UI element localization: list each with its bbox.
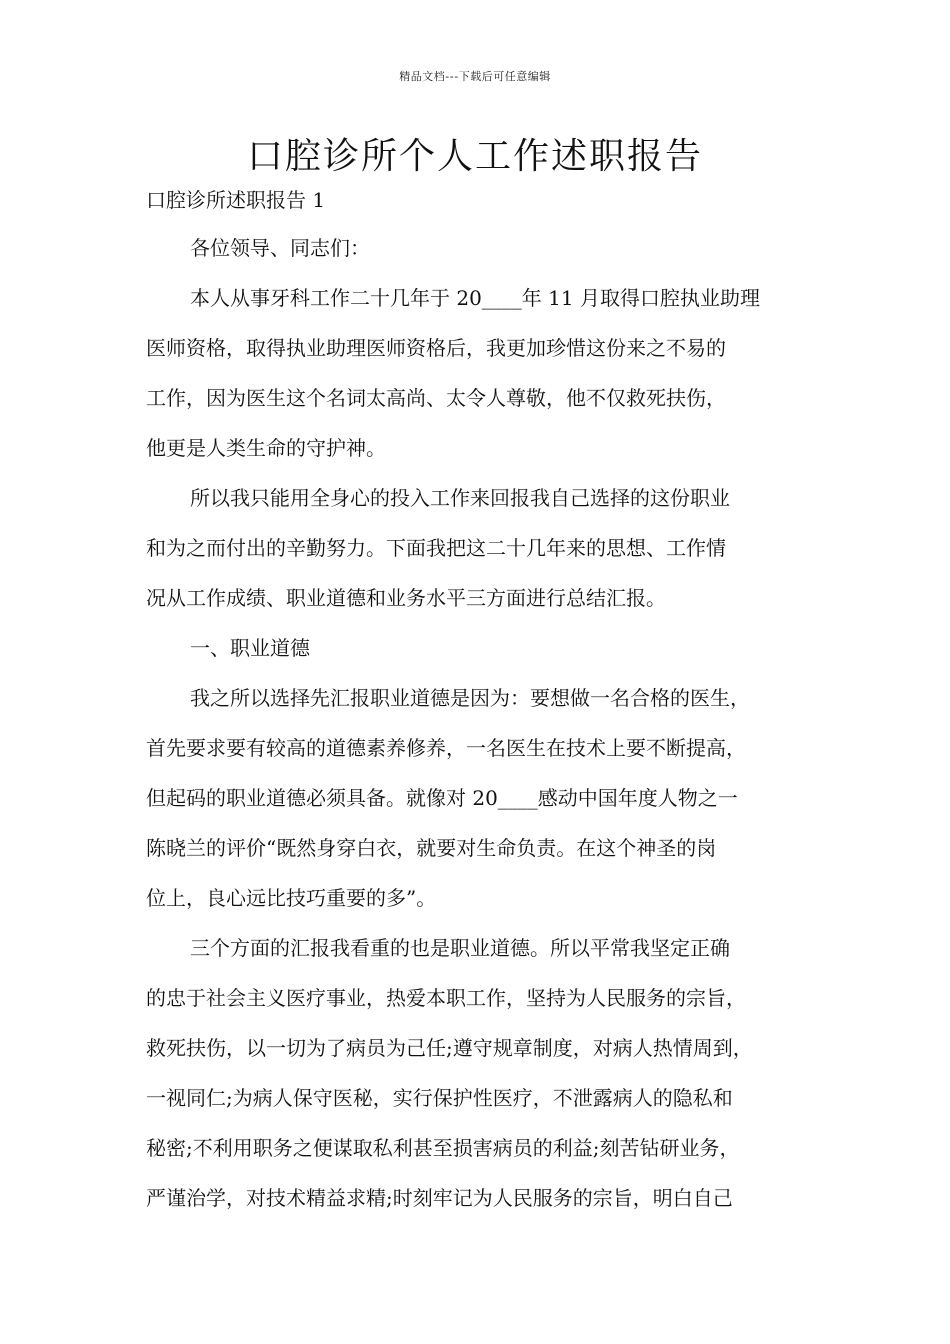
body-lines xyxy=(146,232,814,1232)
text-line: 我之所以选择先汇报职业道德是因为：要想做一名合格的医生， xyxy=(190,686,750,710)
text-line: 但起码的职业道德必须具备。就像对 20____感动中国年度人物之一 xyxy=(146,786,738,810)
text-line: 的忠于社会主义医疗事业，热爱本职工作，坚持为人民服务的宗旨， xyxy=(146,986,746,1010)
section-subheading: 口腔诊所述职报告 1 xyxy=(146,188,326,212)
text-line: 首先要求要有较高的道德素养修养，一名医生在技术上要不断提高， xyxy=(146,736,746,760)
header-note: 精品文档---下载后可任意编辑 xyxy=(399,70,551,83)
text-line: 严谨治学，对技术精益求精;时刻牢记为人民服务的宗旨，明白自己 xyxy=(146,1186,733,1210)
text-line: 陈晓兰的评价“既然身穿白衣，就要对生命负责。在这个神圣的岗 xyxy=(146,836,717,860)
page-title: 口腔诊所个人工作述职报告 xyxy=(246,136,703,177)
text-line: 医师资格，取得执业助理医师资格后，我更加珍惜这份来之不易的 xyxy=(146,336,726,360)
text-line: 秘密;不利用职务之便谋取私利甚至损害病员的利益;刻苦钻研业务， xyxy=(146,1136,740,1160)
text-line: 救死扶伤，以一切为了病员为己任;遵守规章制度，对病人热情周到， xyxy=(146,1036,753,1060)
text-line: 所以我只能用全身心的投入工作来回报我自己选择的这份职业 xyxy=(190,486,730,510)
text-line: 工作，因为医生这个名词太高尚、太令人尊敬，他不仅救死扶伤， xyxy=(146,386,726,410)
text-line: 他更是人类生命的守护神。 xyxy=(146,436,386,460)
text-line: 位上，良心远比技巧重要的多”。 xyxy=(146,886,437,910)
text-line: 各位领导、同志们： xyxy=(190,236,370,260)
text-line: 一视同仁;为病人保守医秘，实行保护性医疗，不泄露病人的隐私和 xyxy=(146,1086,733,1110)
text-line: 三个方面的汇报我看重的也是职业道德。所以平常我坚定正确 xyxy=(190,936,730,960)
text-line: 和为之而付出的辛勤努力。下面我把这二十几年来的思想、工作情 xyxy=(146,536,726,560)
text-line: 况从工作成绩、职业道德和业务水平三方面进行总结汇报。 xyxy=(146,586,666,610)
text-line: 一、职业道德 xyxy=(190,636,310,660)
document-body xyxy=(146,184,814,1232)
text-line: 本人从事牙科工作二十几年于 20____年 11 月取得口腔执业助理 xyxy=(190,286,760,310)
